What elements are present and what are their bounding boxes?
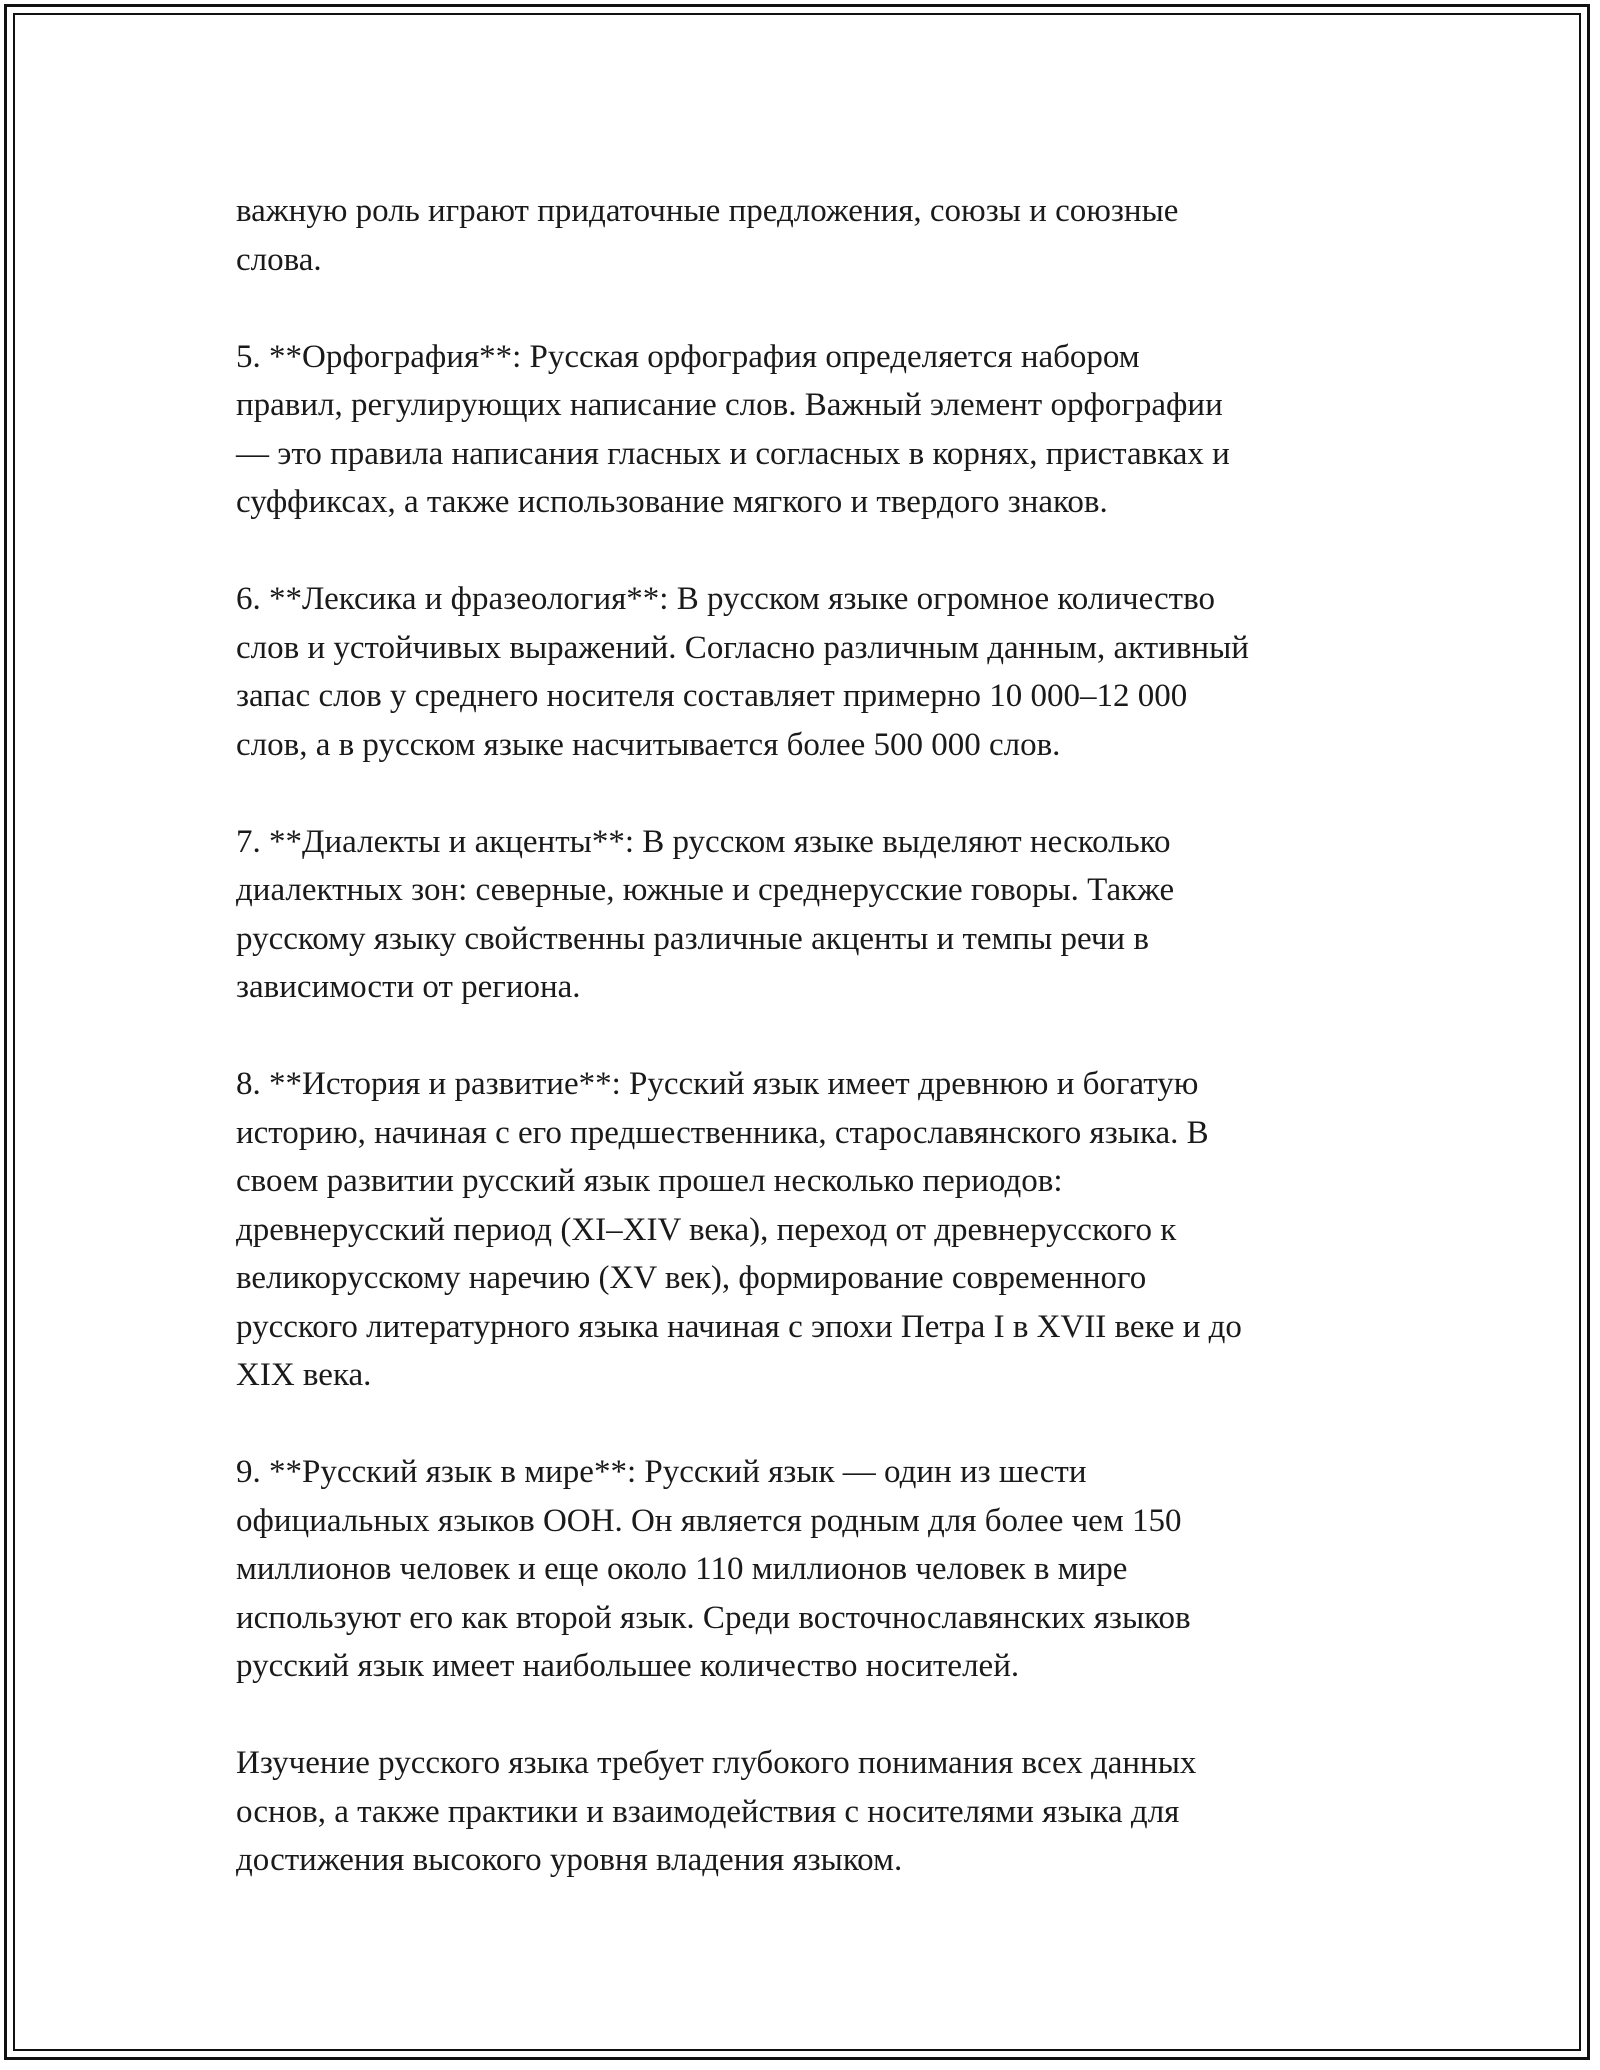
text-line: суффиксах, а также использование мягкого и твердого знаков.	[236, 484, 1108, 520]
text-line: русского литературного языка начиная с эпохи Петра I в XVII веке и до	[236, 1308, 1242, 1345]
text-line: историю, начиная с его предшественника, старославянского языка. В	[236, 1114, 1209, 1151]
text-line: 7. **Диалекты и акценты**: В русском языке выделяют несколько	[236, 823, 1171, 860]
paragraph-history	[236, 1060, 1386, 1400]
paragraph-world	[236, 1448, 1386, 1691]
text-line: — это правила написания гласных и согласных в корнях, приставках и	[236, 435, 1230, 472]
text-line: зависимости от региона.	[236, 969, 581, 1005]
text-line: XIX века.	[236, 1357, 372, 1393]
text-line: запас слов у среднего носителя составляет примерно 10 000–12 000	[236, 678, 1188, 714]
paragraph-dialects	[236, 818, 1386, 1012]
text-line: 5. **Орфография**: Русская орфография определяется набором	[236, 338, 1140, 375]
text-line: русский язык имеет наибольшее количество носителей.	[236, 1648, 1020, 1684]
text-line: великорусскому наречию (XV век), формирование современного	[236, 1260, 1147, 1296]
paragraph-intro-continuation	[236, 187, 1386, 284]
text-line: слов и устойчивых выражений. Согласно различным данным, активный	[236, 629, 1249, 666]
document-body	[236, 187, 1386, 1933]
text-line: официальных языков ООН. Он является родным для более чем 150	[236, 1502, 1182, 1539]
text-line: древнерусский период (XI–XIV века), переход от древнерусского к	[236, 1211, 1177, 1248]
text-line: используют его как второй язык. Среди восточнославянских языков	[236, 1599, 1191, 1636]
text-line: правил, регулирующих написание слов. Важный элемент орфографии	[236, 387, 1223, 423]
text-line: 6. **Лексика и фразеология**: В русском языке огромное количество	[236, 581, 1215, 617]
text-line: своем развитии русский язык прошел несколько периодов:	[236, 1163, 1063, 1199]
paragraph-lexicon	[236, 575, 1386, 769]
text-line: важную роль играют придаточные предложения, союзы и союзные	[236, 193, 1179, 229]
paragraph-conclusion	[236, 1739, 1386, 1885]
text-line: диалектных зон: северные, южные и среднерусские говоры. Также	[236, 872, 1175, 908]
text-line: русскому языку свойственны различные акценты и темпы речи в	[236, 920, 1149, 957]
text-line: миллионов человек и еще около 110 миллионов человек в мире	[236, 1551, 1128, 1587]
text-line: основ, а также практики и взаимодействия с носителями языка для	[236, 1793, 1180, 1830]
text-line: 9. **Русский язык в мире**: Русский язык — один из шести	[236, 1454, 1087, 1490]
text-line: слова.	[236, 241, 322, 278]
text-line: достижения высокого уровня владения языком.	[236, 1842, 903, 1878]
paragraph-orthography	[236, 333, 1386, 527]
text-line: Изучение русского языка требует глубокого понимания всех данных	[236, 1745, 1197, 1781]
text-line: слов, а в русском языке насчитывается более 500 000 слов.	[236, 726, 1061, 763]
text-line: 8. **История и развитие**: Русский язык имеет древнюю и богатую	[236, 1066, 1199, 1102]
